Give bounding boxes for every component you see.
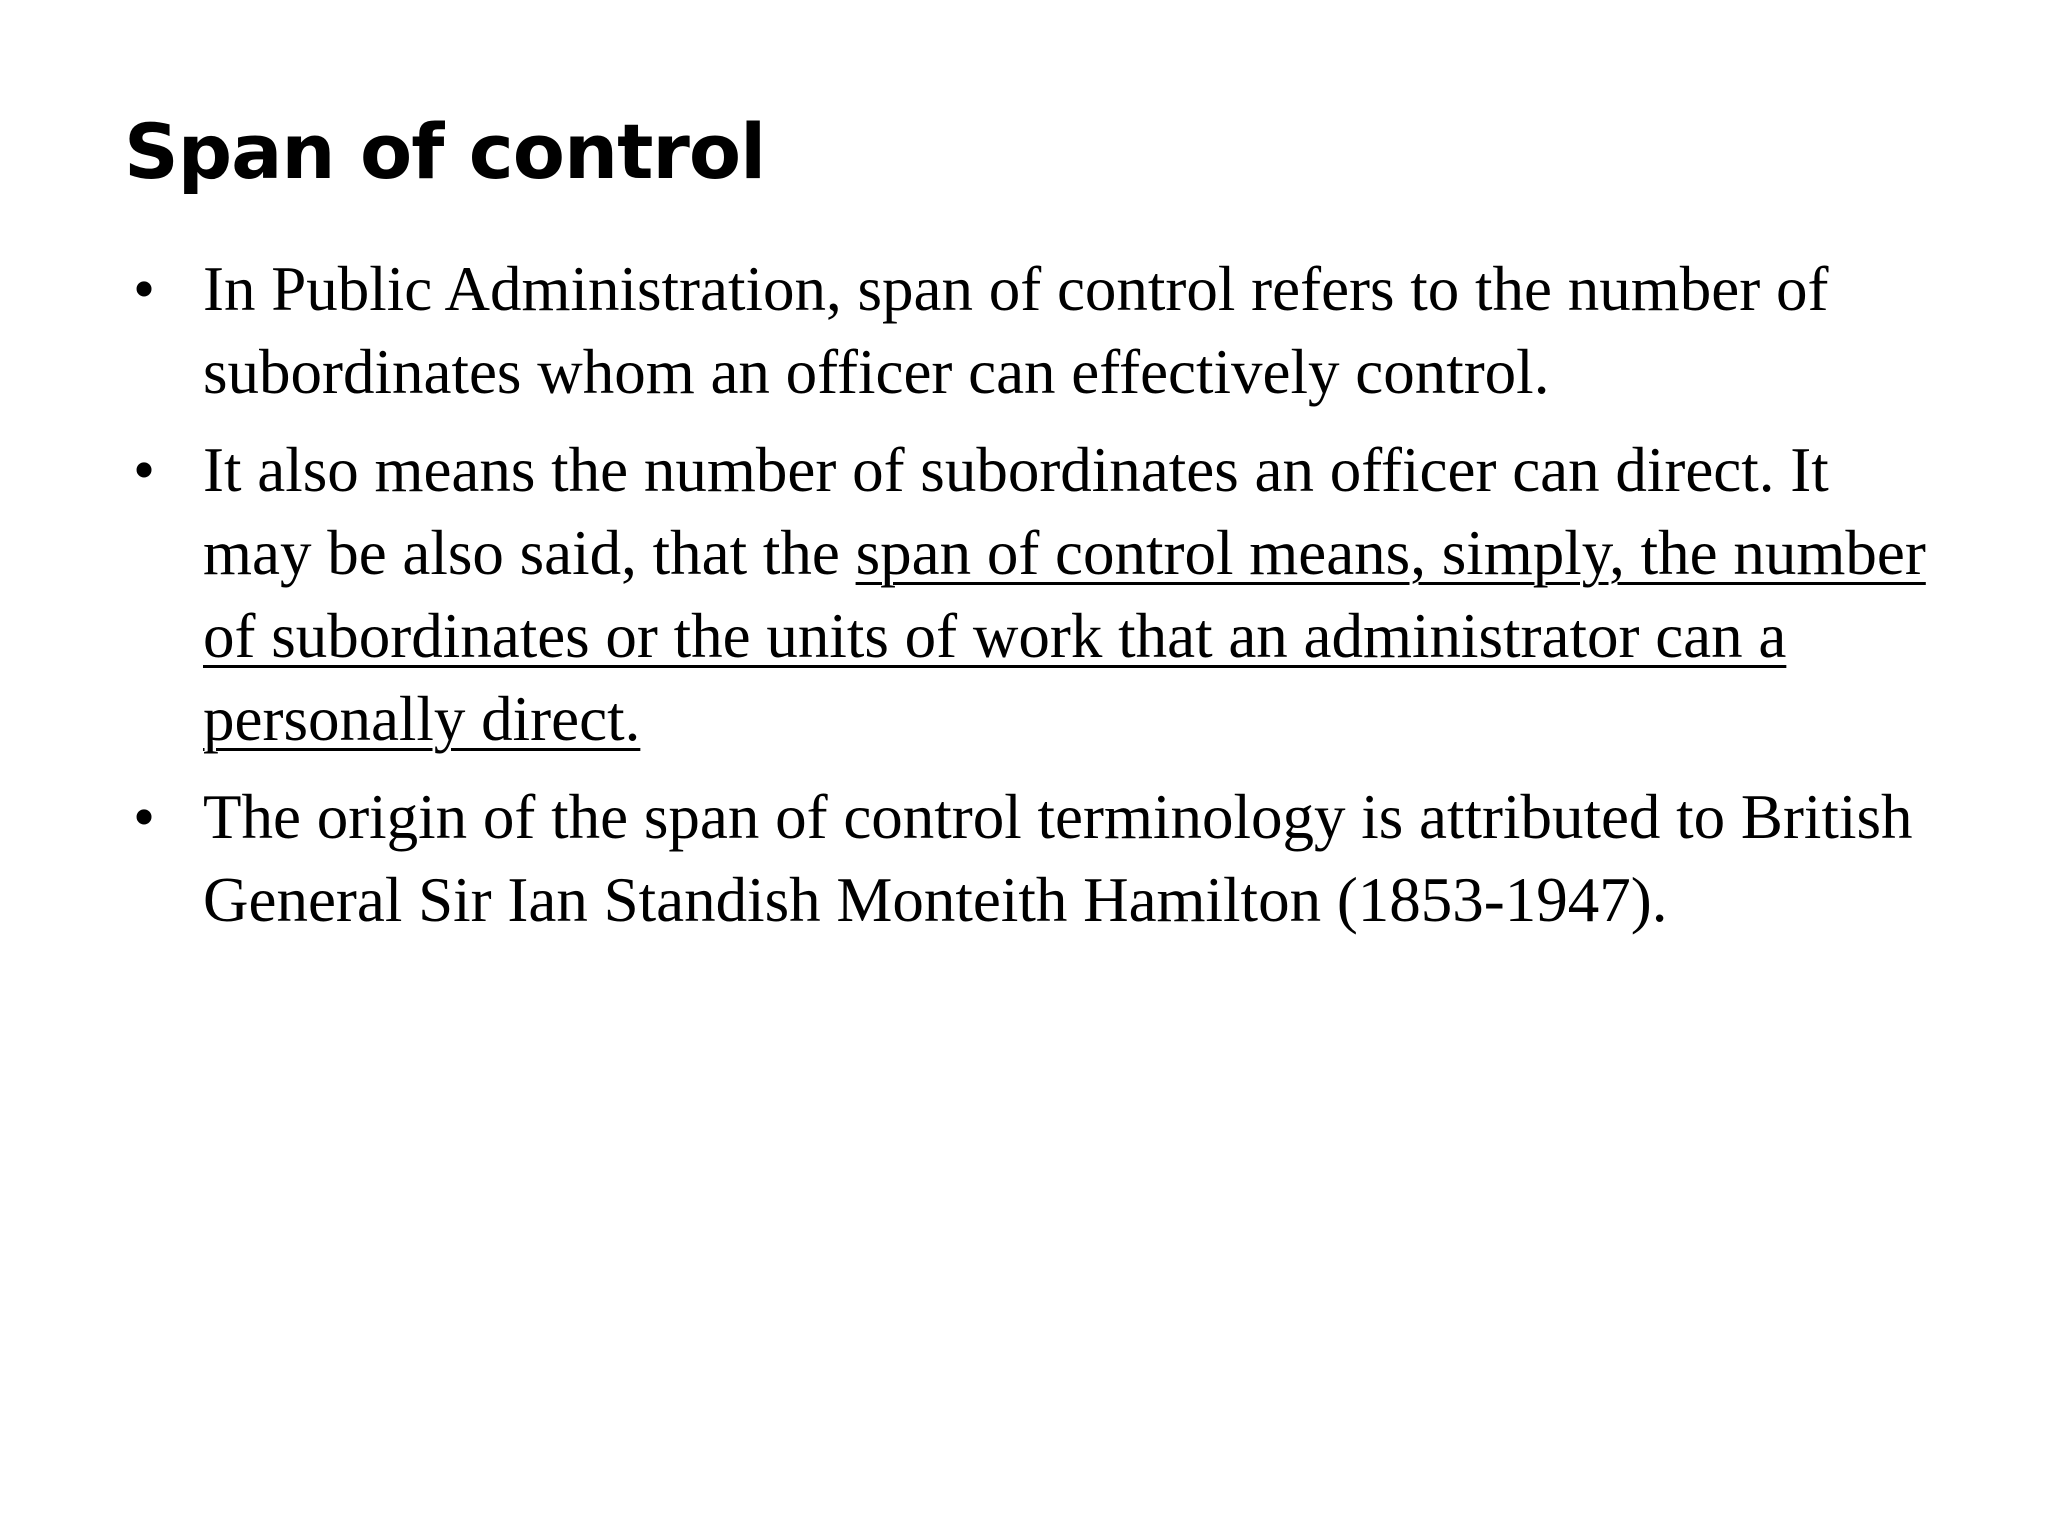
bullet-text: The origin of the span of control terminology is attributed to British General Sir Ian Standish Monteith Hamilton (1853-1947). — [203, 782, 1913, 935]
bullet-item — [124, 429, 1944, 761]
bullet-item — [124, 248, 1944, 414]
slide-title: Span of control — [124, 107, 766, 196]
underlined-definition: span of control means, simply, the number of subordinates or the units of work that an administrator can a personally direct. — [203, 518, 1926, 754]
bullet-item — [124, 776, 1944, 942]
bullet-dot-icon: • — [132, 254, 156, 324]
bullet-text: It also means the number of subordinates an officer can direct. It may be also said, that the — [203, 435, 1829, 588]
bullet-list — [124, 248, 1944, 957]
bullet-dot-icon: • — [132, 782, 156, 852]
bullet-text: In Public Administration, span of control refers to the number of subordinates whom an officer can effectively control. — [203, 254, 1829, 407]
bullet-dot-icon: • — [132, 435, 156, 505]
